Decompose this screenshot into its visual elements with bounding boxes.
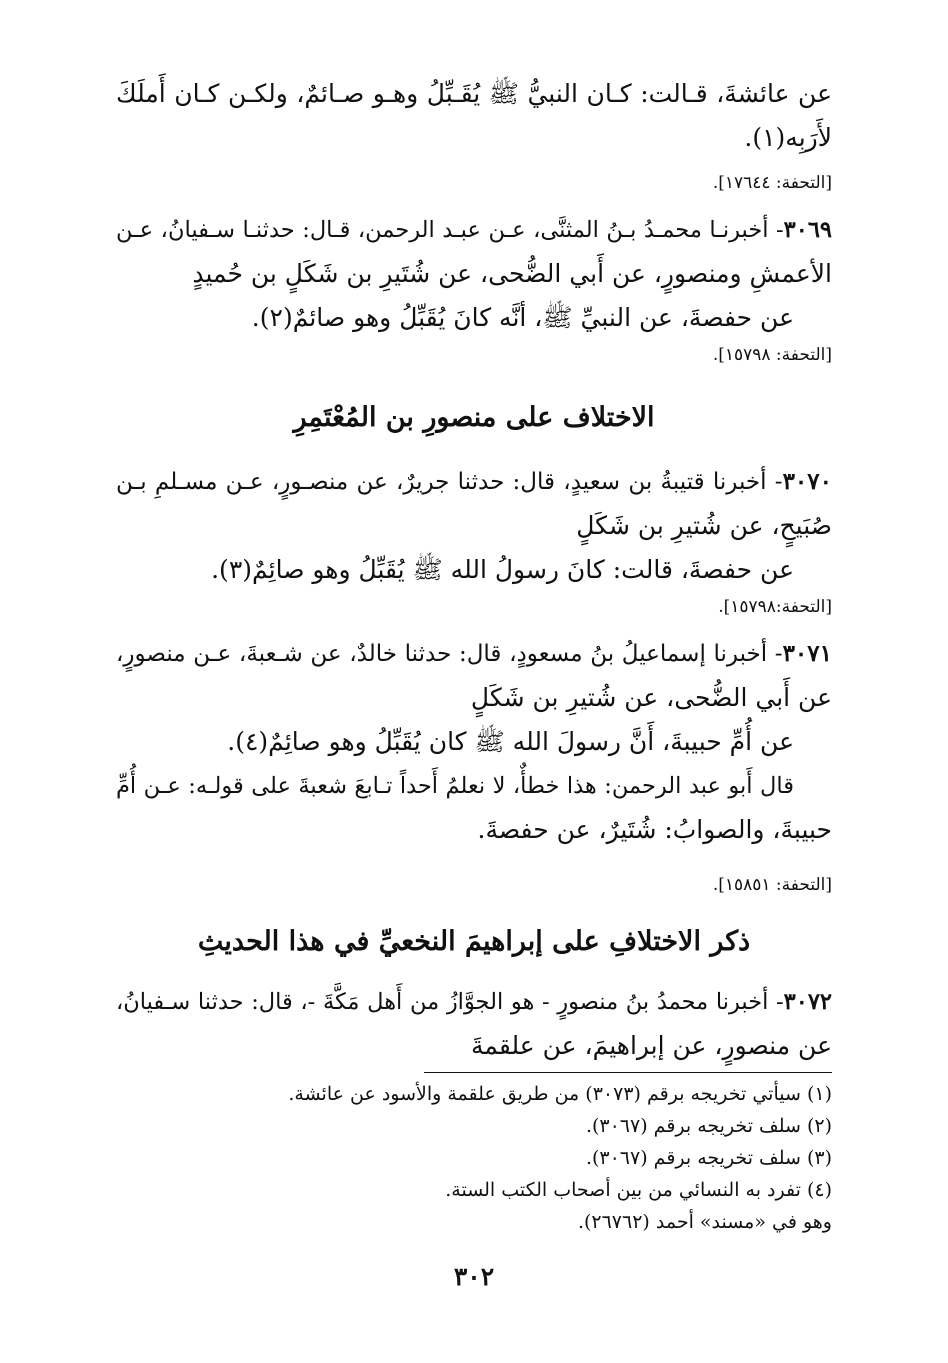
text-line: عن أَبي الضُّحى، عن شُتيرِ بن شَكَلٍ (470, 683, 832, 712)
text-line: عن عائشةَ، قـالت: كـان النبيُّ ﷺ يُقَـبِّلُ وهـو صـائمٌ، ولكـن كـان أَملَكَ (116, 79, 832, 108)
text-span: - أخبرنا محمدُ بنُ منصورٍ - هو الجوَّازُ من أَهل مَكَّةَ -، قال: حدثنا سـفيانُ، (116, 989, 784, 1015)
text-line: عن أُمِّ حبيبةَ، أَنَّ رسولَ الله ﷺ كان يُقَبِّلُ وهو صائِمٌ(٤). (227, 727, 794, 756)
text-line: صُبَيحٍ، عن شُتيرِ بن شَكَلٍ (576, 511, 832, 540)
text-line: الأعمشِ ومنصورٍ، عن أَبي الضُّحى، عن شُتَيرِ بن شَكَلٍ بن حُميدٍ (192, 259, 832, 288)
footnote: (٢) سلف تخريجه برقم (٣٠٦٧). (585, 1115, 832, 1137)
footnote-separator (424, 1072, 832, 1073)
text-line: عن حفصةَ، قالت: كانَ رسولُ الله ﷺ يُقَبِّلُ وهو صائِمٌ(٣). (211, 555, 794, 584)
tuhfa-reference: [التحفة: ١٥٨٥١]. (712, 875, 832, 895)
footnote: وهو في «مسند» أحمد (٢٦٧٦٢). (577, 1211, 832, 1233)
text-span: - أخبرنا إسماعيلُ بنُ مسعودٍ، قال: حدثنا خالدٌ، عن شـعبةَ، عـن منصورٍ، (116, 641, 783, 667)
hadith-3069 (116, 208, 832, 340)
tuhfa-reference: [التحفة:١٥٧٩٨]. (718, 597, 832, 617)
text-line: عن منصورٍ، عن إبراهيمَ، عن علقمةَ (470, 1031, 832, 1060)
hadith-number: ٣٠٦٩ (783, 217, 832, 243)
text-line: قال أَبو عبد الرحمن: هذا خطأٌ، لا نعلمُ أَحداً تـابعَ شعبةَ على قولـه: عـن أُمِّ (116, 773, 794, 799)
text-line (116, 208, 832, 252)
footnote: (١) سيأتي تخريجه برقم (٣٠٧٣) من طريق علقمة والأسود عن عائشة. (288, 1083, 832, 1105)
hadith-number: ٣٠٧٢ (783, 989, 832, 1015)
text-line (116, 460, 832, 504)
hadith-3072 (116, 980, 832, 1068)
section-heading: الاختلاف على منصورِ بن المُعْتَمِرِ (293, 402, 655, 433)
hadith-continuation (116, 72, 832, 160)
text-line (116, 632, 832, 676)
text-line (116, 980, 832, 1024)
text-line: حبيبةَ، والصوابُ: شُتَيرٌ، عن حفصةَ. (477, 815, 832, 844)
text-span: - أخبرنـا محمـدُ بـنُ المثنَّى، عـن عبـد الرحمن، قـال: حدثنـا سـفيانُ، عـن (116, 217, 784, 243)
tuhfa-reference: [التحفة: ١٥٧٩٨]. (712, 345, 832, 365)
footnotes (116, 1078, 832, 1238)
text-span: - أخبرنا قتيبةُ بن سعيدٍ، قال: حدثنا جريرٌ، عن منصـورٍ، عـن مسـلمِ بـن (116, 469, 783, 495)
section-heading: ذكر الاختلافِ على إبراهيمَ النخعيِّ في هذا الحديثِ (197, 926, 751, 957)
page-number: ٣٠٢ (453, 1262, 495, 1291)
hadith-3071 (116, 632, 832, 852)
text-line: لأَرَبِه(١). (744, 123, 832, 152)
footnote: (٤) تفرد به النسائي من بين أصحاب الكتب الستة. (445, 1179, 832, 1201)
tuhfa-reference: [التحفة: ١٧٦٤٤]. (712, 173, 832, 193)
text-line: عن حفصةَ، عن النبيِّ ﷺ، أنَّه كانَ يُقَبِّلُ وهو صائمٌ(٢). (251, 303, 794, 332)
footnote: (٣) سلف تخريجه برقم (٣٠٦٧). (585, 1147, 832, 1169)
hadith-number: ٣٠٧٠ (782, 468, 832, 495)
hadith-number: ٣٠٧١ (782, 640, 832, 667)
hadith-3070 (116, 460, 832, 592)
